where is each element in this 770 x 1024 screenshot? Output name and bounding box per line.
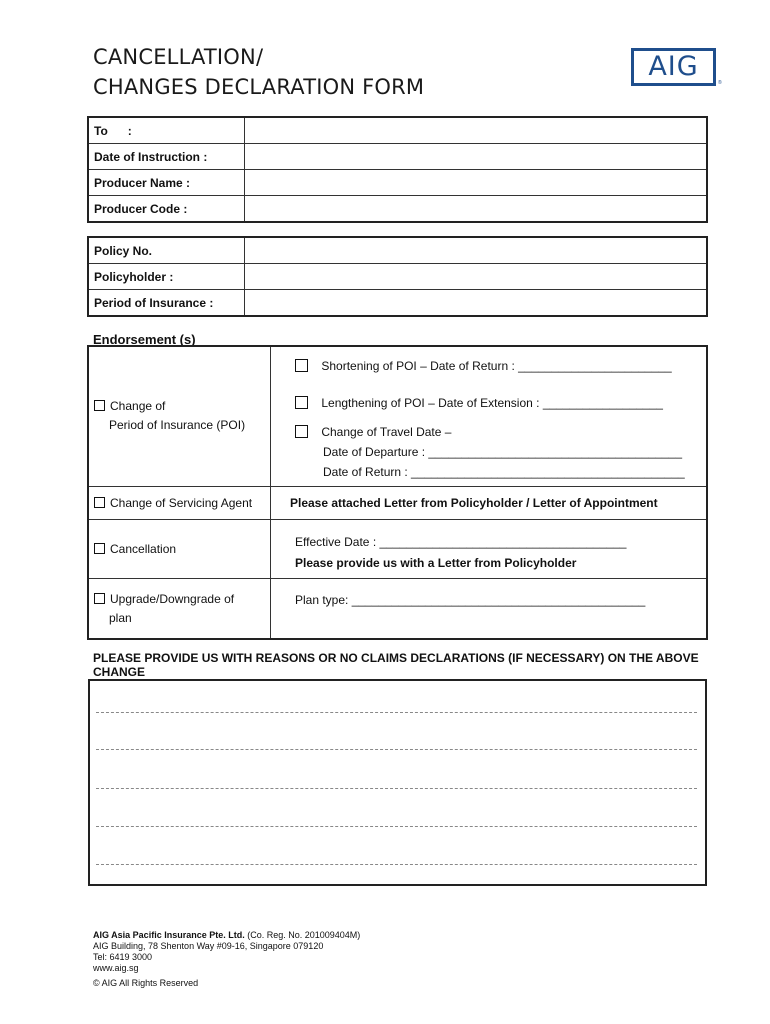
upgrade-label-line2: plan bbox=[109, 611, 132, 625]
footer-tel: Tel: 6419 3000 bbox=[93, 952, 153, 962]
producer-table bbox=[88, 117, 707, 222]
policy-no-field[interactable] bbox=[245, 238, 707, 264]
to-field[interactable] bbox=[245, 118, 707, 144]
form-title-line1: CANCELLATION/ bbox=[93, 45, 264, 69]
cancellation-note: Please provide us with a Letter from Policyholder bbox=[295, 556, 577, 570]
period-of-insurance-field[interactable] bbox=[245, 290, 707, 316]
footer-reg: (Co. Reg. No. 201009404M) bbox=[247, 930, 361, 940]
table-row bbox=[89, 520, 707, 579]
writing-line bbox=[96, 712, 697, 713]
writing-line bbox=[96, 788, 697, 789]
aig-logo: AIG bbox=[631, 48, 716, 86]
table-row bbox=[89, 144, 707, 170]
policyholder-field[interactable] bbox=[245, 264, 707, 290]
servicing-agent-checkbox[interactable] bbox=[94, 497, 105, 508]
servicing-agent-label: Change of Servicing Agent bbox=[110, 496, 253, 510]
travel-date-checkbox[interactable] bbox=[295, 425, 308, 438]
lengthening-checkbox[interactable] bbox=[295, 396, 308, 409]
upgrade-checkbox[interactable] bbox=[94, 593, 105, 604]
producer-name-label: Producer Name : bbox=[89, 170, 245, 196]
poi-checkbox[interactable] bbox=[94, 400, 105, 411]
form-title bbox=[93, 42, 424, 102]
poi-detail-cell bbox=[271, 347, 707, 487]
form-title-line2: CHANGES DECLARATION FORM bbox=[93, 75, 425, 99]
writing-line bbox=[96, 749, 697, 750]
cancellation-checkbox[interactable] bbox=[94, 543, 105, 554]
reasons-heading: PLEASE PROVIDE US WITH REASONS OR NO CLAIMS DECLARATIONS (IF NECESSARY) ON THE ABOVE CHANGE bbox=[93, 651, 699, 679]
return-text: Date of Return : _________________________________________ bbox=[323, 465, 685, 479]
registered-mark: ® bbox=[718, 80, 722, 86]
servicing-agent-cell bbox=[89, 487, 271, 520]
servicing-agent-note: Please attached Letter from Policyholder / Letter of Appointment bbox=[271, 487, 707, 520]
period-of-insurance-label: Period of Insurance : bbox=[89, 290, 245, 316]
producer-code-field[interactable] bbox=[245, 196, 707, 222]
endorsement-table bbox=[88, 346, 707, 639]
table-row bbox=[89, 196, 707, 222]
table-row bbox=[89, 118, 707, 144]
poi-label-line2: Period of Insurance (POI) bbox=[109, 418, 246, 432]
poi-label-line1: Change of bbox=[110, 399, 166, 413]
table-row bbox=[89, 170, 707, 196]
shortening-checkbox[interactable] bbox=[295, 359, 308, 372]
writing-line bbox=[96, 826, 697, 827]
writing-line bbox=[96, 864, 697, 865]
table-row bbox=[89, 238, 707, 264]
policyholder-label: Policyholder : bbox=[89, 264, 245, 290]
plan-type-text: Plan type: ____________________________________________ bbox=[271, 579, 707, 639]
poi-option-cell bbox=[89, 347, 271, 487]
cancellation-detail-cell bbox=[271, 520, 707, 579]
upgrade-cell bbox=[89, 579, 271, 639]
cancellation-cell bbox=[89, 520, 271, 579]
table-row bbox=[89, 487, 707, 520]
policy-table bbox=[88, 237, 707, 316]
footer-copyright: © AIG All Rights Reserved bbox=[93, 978, 199, 988]
table-row bbox=[89, 579, 707, 639]
cancellation-label: Cancellation bbox=[110, 542, 177, 556]
footer-web[interactable]: www.aig.sg bbox=[93, 963, 139, 973]
lengthening-text: Lengthening of POI – Date of Extension : __________________ bbox=[321, 396, 663, 410]
endorsement-heading: Endorsement (s) bbox=[93, 332, 196, 347]
table-row bbox=[89, 290, 707, 316]
upgrade-label-line1: Upgrade/Downgrade of bbox=[110, 592, 235, 606]
producer-code-label: Producer Code : bbox=[89, 196, 245, 222]
reasons-textarea[interactable] bbox=[88, 679, 707, 886]
producer-name-field[interactable] bbox=[245, 170, 707, 196]
shortening-text: Shortening of POI – Date of Return : _______________________ bbox=[321, 359, 672, 373]
departure-text: Date of Departure : ______________________________________ bbox=[323, 445, 682, 459]
footer bbox=[93, 930, 360, 989]
footer-address: AIG Building, 78 Shenton Way #09-16, Singapore 079120 bbox=[93, 941, 324, 951]
date-of-instruction-field[interactable] bbox=[245, 144, 707, 170]
table-row bbox=[89, 264, 707, 290]
table-row bbox=[89, 347, 707, 487]
policy-no-label: Policy No. bbox=[89, 238, 245, 264]
footer-company: AIG Asia Pacific Insurance Pte. Ltd. bbox=[93, 930, 245, 940]
to-label: To : bbox=[89, 118, 245, 144]
travel-date-text: Change of Travel Date – bbox=[321, 425, 452, 439]
effective-date-text: Effective Date : _____________________________________ bbox=[295, 535, 627, 549]
date-of-instruction-label: Date of Instruction : bbox=[89, 144, 245, 170]
